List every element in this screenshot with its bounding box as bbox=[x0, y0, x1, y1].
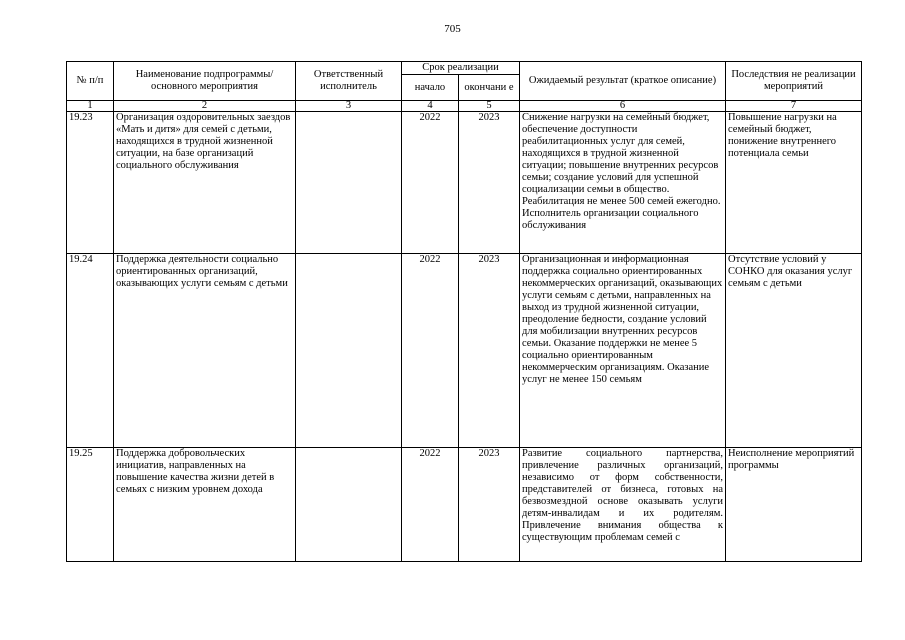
row-start-year: 2022 bbox=[402, 112, 459, 254]
row-start-year: 2022 bbox=[402, 254, 459, 448]
row-expected-result: Организационная и информационная поддержка социально ориентированных некоммерческих организаций, оказывающих услуги семьям с детьми, направленных на выход из трудной жизненной ситуации, преодоление бедности, создание условий для мобилизации внутренних ресурсов семьи. Оказание поддержки не менее 5 социально ориентированным некоммерческим организациям. Оказание услуг не менее 150 семьям bbox=[520, 254, 726, 448]
row-responsible bbox=[296, 254, 402, 448]
row-start-year: 2022 bbox=[402, 448, 459, 562]
row-number: 19.23 bbox=[67, 112, 114, 254]
header-consequences: Последствия не реализации мероприятий bbox=[726, 62, 862, 101]
row-responsible bbox=[296, 448, 402, 562]
row-end-year: 2023 bbox=[459, 112, 520, 254]
column-number: 4 bbox=[402, 101, 459, 112]
header-period: Срок реализации bbox=[402, 62, 520, 75]
table-row bbox=[67, 112, 862, 254]
table-header-row bbox=[67, 62, 862, 75]
header-result: Ожидаемый результат (краткое описание) bbox=[520, 62, 726, 101]
row-activity-name: Организация оздоровительных заездов «Мать и дитя» для семей с детьми, находящихся в трудной жизненной ситуации, на базе организаций социального обслуживания bbox=[114, 112, 296, 254]
column-number: 3 bbox=[296, 101, 402, 112]
column-number: 6 bbox=[520, 101, 726, 112]
row-expected-result: Развитие социального партнерства, привлечение различных организаций, независимо от форм собственности, представителей от бизнеса, готовых на безвозмездной основе оказывать услуги детям-инвалидам и их родителям. Привлечение внимания общества к существующим проблемам семей с bbox=[520, 448, 726, 562]
row-consequences: Неисполнение мероприятий программы bbox=[726, 448, 862, 562]
row-number: 19.25 bbox=[67, 448, 114, 562]
row-number: 19.24 bbox=[67, 254, 114, 448]
header-num: № п/п bbox=[67, 62, 114, 101]
row-consequences: Отсутствие условий у СОНКО для оказания услуг семьям с детьми bbox=[726, 254, 862, 448]
column-number-row bbox=[67, 101, 862, 112]
row-activity-name: Поддержка деятельности социально ориентированных организаций, оказывающих услуги семьям с детьми bbox=[114, 254, 296, 448]
program-activities-table bbox=[66, 61, 862, 562]
header-start: начало bbox=[402, 75, 459, 101]
row-consequences: Повышение нагрузки на семейный бюджет, понижение внутреннего потенциала семьи bbox=[726, 112, 862, 254]
header-end: окончани е bbox=[459, 75, 520, 101]
row-responsible bbox=[296, 112, 402, 254]
table-row bbox=[67, 254, 862, 448]
row-expected-result: Снижение нагрузки на семейный бюджет, обеспечение доступности реабилитационных услуг для семей, находящихся в трудной жизненной ситуации; повышение внутренних ресурсов семьи; создание условий для успешной социализации семьи в общество. Реабилитация не менее 500 семей ежегодно. Исполнитель организации социального обслуживания bbox=[520, 112, 726, 254]
column-number: 2 bbox=[114, 101, 296, 112]
row-end-year: 2023 bbox=[459, 448, 520, 562]
table-row bbox=[67, 448, 862, 562]
page-number: 705 bbox=[444, 23, 461, 35]
header-name: Наименование подпрограммы/ основного мероприятия bbox=[114, 62, 296, 101]
column-number: 5 bbox=[459, 101, 520, 112]
header-responsible: Ответственный исполнитель bbox=[296, 62, 402, 101]
row-end-year: 2023 bbox=[459, 254, 520, 448]
row-activity-name: Поддержка добровольческих инициатив, направленных на повышение качества жизни детей в семьях с низким уровнем дохода bbox=[114, 448, 296, 562]
column-number: 1 bbox=[67, 101, 114, 112]
column-number: 7 bbox=[726, 101, 862, 112]
